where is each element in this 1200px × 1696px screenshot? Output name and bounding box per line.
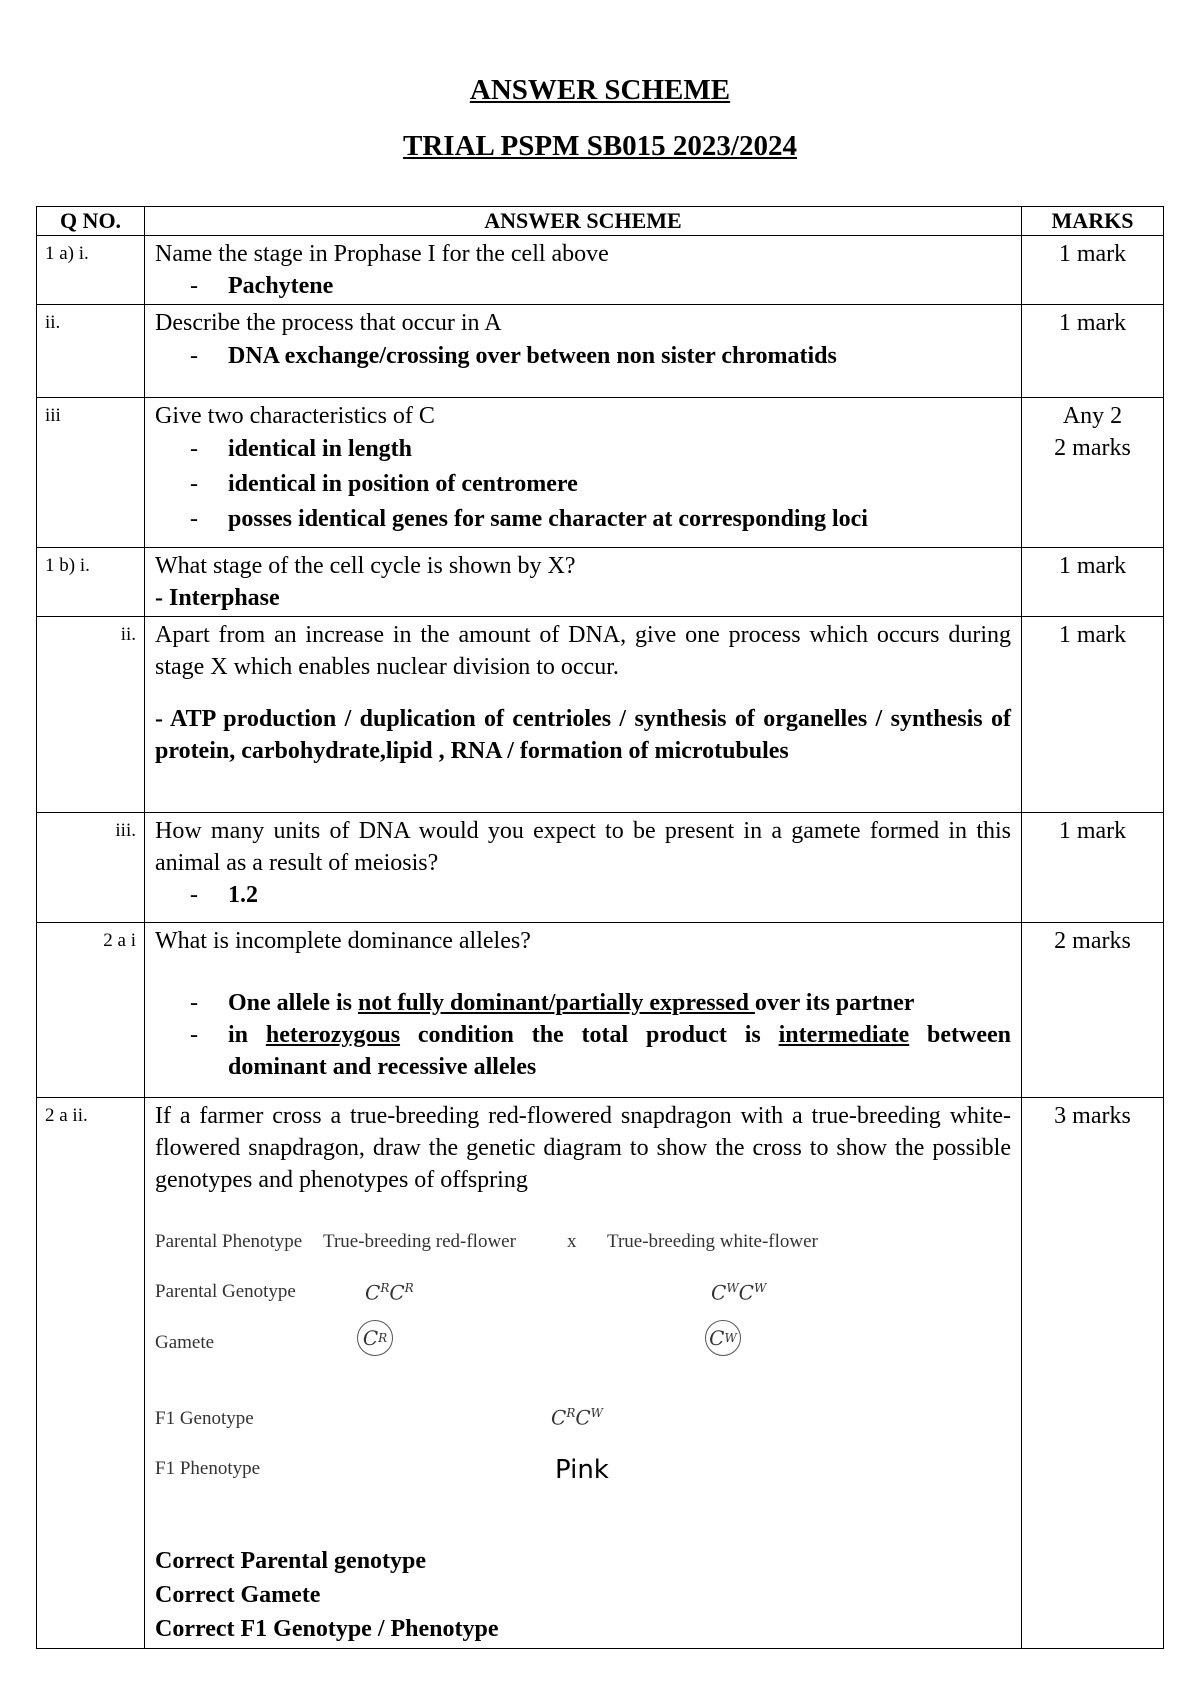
question-text: What is incomplete dominance alleles? <box>155 928 531 954</box>
question-number: 1 a) i. <box>37 236 145 305</box>
answer-scheme-table <box>36 206 1164 1649</box>
answer-list <box>155 270 1011 302</box>
marking-criteria <box>155 1544 1011 1646</box>
answer-item: - 1.2 <box>190 879 1011 911</box>
answer-cell <box>145 1098 1022 1649</box>
answer-item: - identical in position of centromere <box>190 467 1011 502</box>
answer-item: - posses identical genes for same character at corresponding loci <box>190 502 1011 537</box>
question-text: Describe the process that occur in A <box>155 310 502 336</box>
question-number: 1 b) i. <box>37 548 145 617</box>
parental-phenotype-label: Parental Phenotype <box>155 1231 303 1252</box>
parental-genotype-label: Parental Genotype <box>155 1281 296 1302</box>
answer-cell <box>145 923 1022 1098</box>
table-row <box>37 548 1164 617</box>
table-row <box>37 398 1164 548</box>
white-gamete: C W <box>705 1320 741 1356</box>
answer-list <box>155 987 1011 1083</box>
marks-value: 2 marks <box>1054 435 1131 461</box>
answer-list <box>155 432 1011 537</box>
answer-text: - Interphase <box>155 585 280 611</box>
answer-list <box>155 879 1011 911</box>
gamete-label: Gamete <box>155 1332 215 1353</box>
marks-cell: 1 mark <box>1022 617 1164 813</box>
f1-genotype-label: F1 Genotype <box>155 1408 254 1429</box>
table-row <box>37 923 1164 1098</box>
answer-cell <box>145 617 1022 813</box>
f1-phenotype-label: F1 Phenotype <box>155 1458 261 1479</box>
answer-item: - One allele is not fully dominant/partially expressed over its partner <box>190 987 1011 1019</box>
white-parent-genotype: $C^WC^W$ <box>711 1280 767 1305</box>
table-row <box>37 1098 1164 1649</box>
answer-list <box>155 339 1011 374</box>
criteria-item: Correct Gamete <box>155 1582 321 1608</box>
white-parent-phenotype: True-breeding white-flower <box>607 1231 818 1252</box>
answer-cell <box>145 236 1022 305</box>
answer-item: - DNA exchange/crossing over between non sister chromatids <box>190 339 1011 374</box>
red-gamete: C R <box>357 1320 393 1356</box>
question-number: 2 a i <box>37 923 145 1098</box>
answer-cell <box>145 398 1022 548</box>
genetic-diagram <box>155 1196 1011 1544</box>
question-number: iii. <box>37 813 145 923</box>
table-header-row <box>37 207 1164 236</box>
marks-cell: 2 marks <box>1022 923 1164 1098</box>
question-text: Name the stage in Prophase I for the cell above <box>155 241 609 267</box>
marks-cell <box>1022 398 1164 548</box>
f1-phenotype: Pink <box>555 1455 609 1485</box>
red-parent-genotype: $C^RC^R$ <box>365 1280 414 1305</box>
criteria-item: Correct F1 Genotype / Phenotype <box>155 1616 499 1642</box>
question-number: ii. <box>37 305 145 398</box>
header-marks: MARKS <box>1022 207 1164 236</box>
header-answer: ANSWER SCHEME <box>145 207 1022 236</box>
question-text: Apart from an increase in the amount of DNA, give one process which occurs during stage X which enables nuclear division to occur. <box>155 622 1011 680</box>
table-row <box>37 617 1164 813</box>
question-text: If a farmer cross a true-breeding red-flowered snapdragon with a true-breeding white-flowered snapdragon, draw the genetic diagram to show the cross to show the possible genotypes and phenotypes of offspring <box>155 1103 1011 1193</box>
answer-text: - ATP production / duplication of centrioles / synthesis of organelles / synthesis of protein, carbohydrate,lipid , RNA / formation of microtubules <box>155 706 1011 764</box>
document-subtitle: TRIAL PSPM SB015 2023/2024 <box>403 130 797 162</box>
question-text: What stage of the cell cycle is shown by X? <box>155 553 576 579</box>
question-text: How many units of DNA would you expect to be present in a gamete formed in this animal as a result of meiosis? <box>155 818 1011 876</box>
cross-symbol: x <box>567 1231 577 1252</box>
question-text: Give two characteristics of C <box>155 403 435 429</box>
red-parent-phenotype: True-breeding red-flower <box>323 1231 516 1252</box>
f1-genotype: $C^RC^W$ <box>551 1405 604 1430</box>
header-qno: Q NO. <box>37 207 145 236</box>
question-number: 2 a ii. <box>37 1098 145 1649</box>
answer-item: - in heterozygous condition the total product is intermediate between dominant and recessive alleles <box>190 1019 1011 1083</box>
answer-item: - Pachytene <box>190 270 1011 302</box>
marks-cell: 1 mark <box>1022 236 1164 305</box>
answer-cell <box>145 305 1022 398</box>
answer-cell <box>145 548 1022 617</box>
table-row <box>37 236 1164 305</box>
marks-cell: 1 mark <box>1022 548 1164 617</box>
question-number: ii. <box>37 617 145 813</box>
document-title: ANSWER SCHEME <box>469 74 731 106</box>
table-row <box>37 813 1164 923</box>
question-number: iii <box>37 398 145 548</box>
answer-cell <box>145 813 1022 923</box>
answer-item: - identical in length <box>190 432 1011 467</box>
marks-note: Any 2 <box>1062 403 1123 429</box>
table-row <box>37 305 1164 398</box>
marks-cell: 3 marks <box>1022 1098 1164 1649</box>
criteria-item: Correct Parental genotype <box>155 1548 427 1574</box>
marks-cell: 1 mark <box>1022 813 1164 923</box>
marks-cell: 1 mark <box>1022 305 1164 398</box>
